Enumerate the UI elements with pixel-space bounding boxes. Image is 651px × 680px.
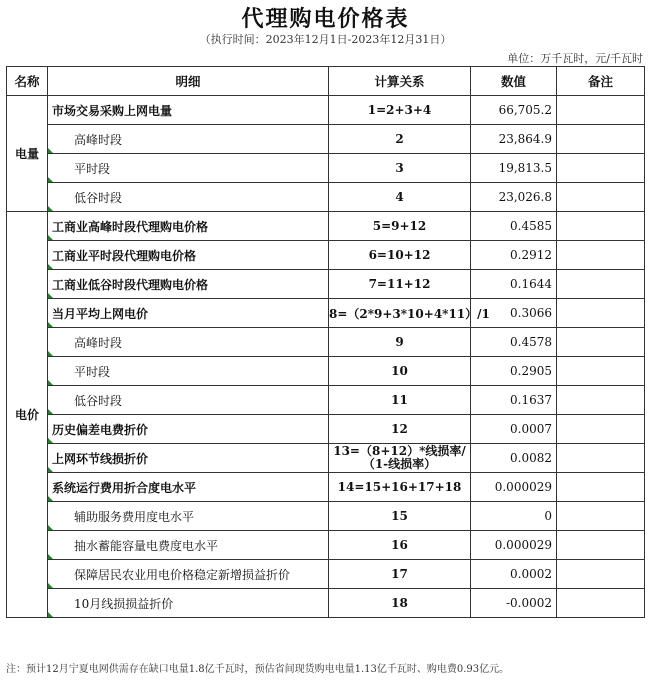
table-row (7, 473, 645, 502)
row-value: 0.000029 (471, 473, 557, 502)
row-formula: 10 (329, 357, 471, 386)
cell-marker (48, 612, 53, 617)
table-row (7, 299, 645, 328)
row-remark (557, 531, 645, 560)
row-detail: 工商业高峰时段代理购电价格 (48, 212, 329, 241)
cell-marker (48, 467, 53, 472)
row-detail: 10月线损损益折价 (48, 589, 329, 618)
cell-marker (48, 525, 53, 530)
row-remark (557, 299, 645, 328)
row-detail: 工商业低谷时段代理购电价格 (48, 270, 329, 299)
cell-marker (48, 438, 53, 443)
row-value: 0.1637 (471, 386, 557, 415)
table-row (7, 415, 645, 444)
cell-marker (48, 322, 53, 327)
table-row (7, 444, 645, 473)
header-formula: 计算关系 (329, 67, 471, 96)
row-value: 0.000029 (471, 531, 557, 560)
cell-marker (48, 264, 53, 269)
row-value: 23,026.8 (471, 183, 557, 212)
table-row (7, 96, 645, 125)
table-row (7, 154, 645, 183)
table-header-row (7, 67, 645, 96)
row-detail: 抽水蓄能容量电费度电水平 (48, 531, 329, 560)
row-value: -0.0002 (471, 589, 557, 618)
header-detail: 明细 (48, 67, 329, 96)
table-row (7, 125, 645, 154)
row-value: 0.0082 (471, 444, 557, 473)
row-remark (557, 154, 645, 183)
row-formula: 18 (329, 589, 471, 618)
row-detail: 低谷时段 (48, 386, 329, 415)
row-remark (557, 502, 645, 531)
table-row (7, 328, 645, 357)
row-value: 0.4585 (471, 212, 557, 241)
row-remark (557, 357, 645, 386)
row-formula: 7=11+12 (329, 270, 471, 299)
cell-marker (48, 409, 53, 414)
header-value: 数值 (471, 67, 557, 96)
row-formula: 3 (329, 154, 471, 183)
row-detail: 平时段 (48, 154, 329, 183)
cell-marker (48, 583, 53, 588)
table-row (7, 560, 645, 589)
row-remark (557, 125, 645, 154)
row-value: 0.2905 (471, 357, 557, 386)
row-value: 0.1644 (471, 270, 557, 299)
table-row (7, 531, 645, 560)
row-formula: 2 (329, 125, 471, 154)
execution-period: （执行时间：2023年12月1日-2023年12月31日） (199, 33, 452, 46)
cell-marker (48, 496, 53, 501)
cell-marker (48, 177, 53, 182)
row-formula: 15 (329, 502, 471, 531)
row-formula: 9 (329, 328, 471, 357)
row-detail: 高峰时段 (48, 328, 329, 357)
row-remark (557, 473, 645, 502)
row-detail: 平时段 (48, 357, 329, 386)
row-detail: 低谷时段 (48, 183, 329, 212)
row-value: 0 (471, 502, 557, 531)
unit-label: 单位：万千瓦时，元/千瓦时 (507, 52, 643, 65)
row-remark (557, 270, 645, 299)
row-value: 0.0007 (471, 415, 557, 444)
row-detail: 工商业平时段代理购电价格 (48, 241, 329, 270)
row-formula: 12 (329, 415, 471, 444)
row-value: 19,813.5 (471, 154, 557, 183)
row-detail: 高峰时段 (48, 125, 329, 154)
row-remark (557, 386, 645, 415)
price-table (6, 66, 645, 618)
row-formula: 11 (329, 386, 471, 415)
cell-marker (48, 351, 53, 356)
cell-marker (48, 148, 53, 153)
table-row (7, 357, 645, 386)
table-row (7, 183, 645, 212)
row-detail: 历史偏差电费折价 (48, 415, 329, 444)
row-formula: 16 (329, 531, 471, 560)
row-remark (557, 415, 645, 444)
header-remark: 备注 (557, 67, 645, 96)
row-formula: 5=9+12 (329, 212, 471, 241)
cell-marker (48, 206, 53, 211)
row-value: 0.4578 (471, 328, 557, 357)
row-formula: 6=10+12 (329, 241, 471, 270)
cell-marker (48, 380, 53, 385)
row-remark (557, 560, 645, 589)
row-formula: 4 (329, 183, 471, 212)
category-price: 电价 (7, 212, 48, 618)
row-remark (557, 589, 645, 618)
row-formula: 8=（2*9+3*10+4*11）/1 (329, 299, 471, 328)
row-value: 0.2912 (471, 241, 557, 270)
table-row (7, 212, 645, 241)
row-remark (557, 444, 645, 473)
row-value: 66,705.2 (471, 96, 557, 125)
category-electricity: 电量 (7, 96, 48, 212)
row-value: 0.3066 (471, 299, 557, 328)
table-row (7, 502, 645, 531)
row-formula: 17 (329, 560, 471, 589)
row-remark (557, 96, 645, 125)
row-detail: 市场交易采购上网电量 (48, 96, 329, 125)
header-category: 名称 (7, 67, 48, 96)
row-detail: 上网环节线损折价 (48, 444, 329, 473)
row-value: 0.0002 (471, 560, 557, 589)
row-formula: 13=（8+12）*线损率/（1-线损率） (329, 444, 471, 473)
row-remark (557, 328, 645, 357)
footnote: 注：预计12月宁夏电网供需存在缺口电量1.8亿千瓦时，预估省间现货购电电量1.13亿千瓦时、购电费0.93亿元。 (6, 664, 510, 675)
row-formula: 14=15+16+17+18 (329, 473, 471, 502)
row-detail: 保障居民农业用电价格稳定新增损益折价 (48, 560, 329, 589)
cell-marker (48, 235, 53, 240)
row-remark (557, 183, 645, 212)
table-row (7, 241, 645, 270)
table-row (7, 589, 645, 618)
row-detail: 系统运行费用折合度电水平 (48, 473, 329, 502)
row-value: 23,864.9 (471, 125, 557, 154)
table-row (7, 386, 645, 415)
row-detail: 当月平均上网电价 (48, 299, 329, 328)
table-row (7, 270, 645, 299)
row-remark (557, 241, 645, 270)
row-remark (557, 212, 645, 241)
row-detail: 辅助服务费用度电水平 (48, 502, 329, 531)
row-formula: 1=2+3+4 (329, 96, 471, 125)
cell-marker (48, 554, 53, 559)
page-title: 代理购电价格表 (241, 7, 410, 32)
cell-marker (48, 293, 53, 298)
